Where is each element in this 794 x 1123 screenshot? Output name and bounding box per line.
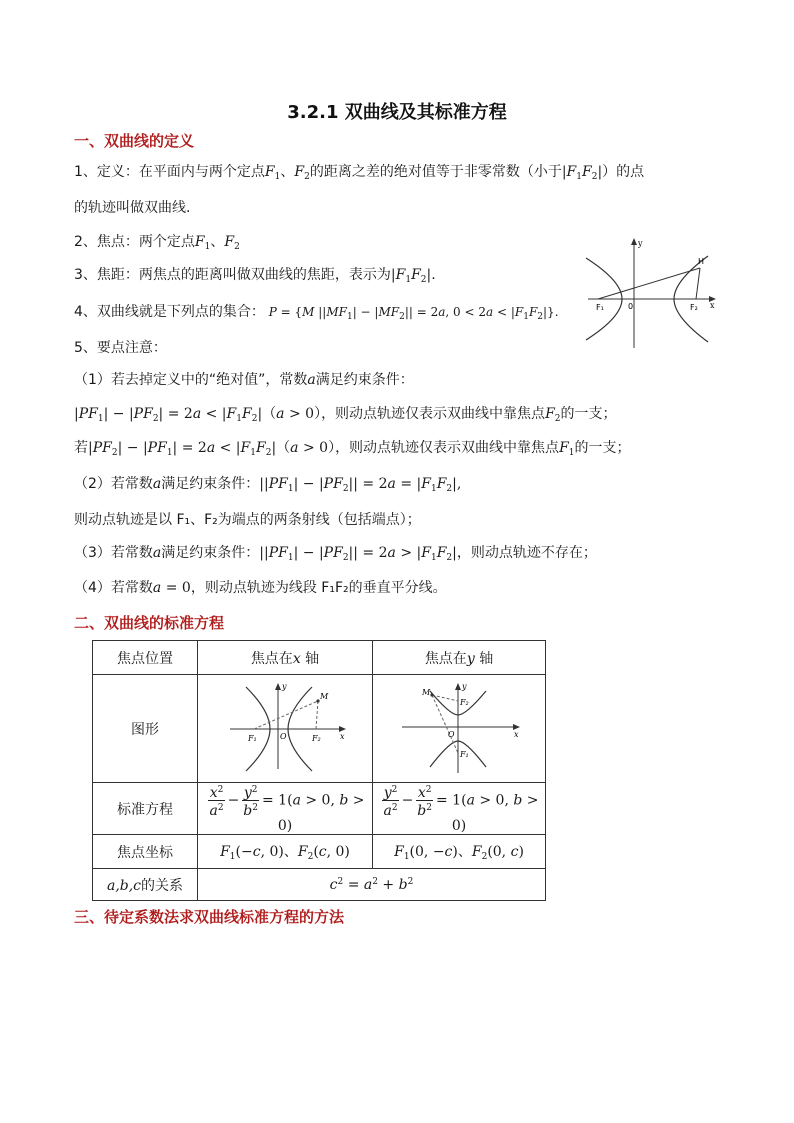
y-axis-equation: $\frac{y^2}{a^2}$ − $\frac{x^2}{b^2}$ = 1(a > 0, b > 0) <box>373 783 546 835</box>
page-title: 3.2.1 双曲线及其标准方程 <box>287 102 507 123</box>
section-heading-undetermined-coefficients: 三、待定系数法求双曲线标准方程的方法 <box>74 908 345 926</box>
svg-text:F₂: F₂ <box>312 733 321 743</box>
set-line: 4、双曲线就是下列点的集合： P = {M $||MF_1| - |MF_2|| = 2a$, $0 < 2a < |F_1F_2|$}. <box>74 304 559 322</box>
svg-text:O: O <box>280 731 287 741</box>
note-1-cond-b: 若$|PF_2| - |PF_1| = 2a < |F_1F_2|(a > 0)$，则动点轨迹仅表示双曲线中靠焦点$F_1$的一支； <box>74 440 631 458</box>
svg-text:x: x <box>514 729 519 739</box>
svg-text:y: y <box>282 681 287 691</box>
svg-text:F₂: F₂ <box>690 303 698 312</box>
section-heading-standard-equation: 二、双曲线的标准方程 <box>74 614 225 632</box>
x-axis-equation: $\frac{x^2}{a^2}$ − $\frac{y^2}{b^2}$ = 1(a > 0, b > 0) <box>198 783 373 835</box>
svg-text:H: H <box>698 257 705 266</box>
svg-text:0: 0 <box>628 302 634 311</box>
definition-paragraph: 1、定义：在平面内与两个定点$F_1$、$F_2$的距离之差的绝对值等于非零常数（小于$|F_1F_2|$）的点 <box>74 164 645 182</box>
svg-text:x: x <box>340 731 345 741</box>
svg-text:x: x <box>710 301 715 310</box>
hyperbola-figure <box>582 236 722 352</box>
row-label-graph: 图形 <box>93 675 198 783</box>
note-4: （4）若常数a = 0，则动点轨迹为线段 F₁F₂的垂直平分线。 <box>74 580 447 596</box>
section-heading-definition: 一、双曲线的定义 <box>74 132 195 150</box>
focus-line: 2、焦点：两个定点$F_1$、$F_2$ <box>74 234 240 252</box>
note-2: （2）若常数a满足约束条件：$||PF_1| - |PF_2|| = 2a = |F_1F_2|$, <box>74 476 462 494</box>
abc-relation-formula: $c^2 = a^2 + b^2$ <box>198 869 546 901</box>
standard-equation-table <box>92 640 546 901</box>
y-axis-focus-coordinates: $F_1(0$, −c)、$F_2(0$, c) <box>373 835 546 869</box>
svg-text:y: y <box>638 239 643 248</box>
row-label-focus-coordinates: 焦点坐标 <box>93 835 198 869</box>
svg-text:y: y <box>462 681 467 691</box>
notes-heading: 5、要点注意： <box>74 340 167 356</box>
note-2-result: 则动点轨迹是以 F₁、F₂为端点的两条射线（包括端点）； <box>74 512 421 528</box>
definition-paragraph-cont: 的轨迹叫做双曲线. <box>74 200 191 216</box>
row-label-abc-relation: a,b,c的关系 <box>93 869 198 901</box>
svg-text:F₁: F₁ <box>596 303 604 312</box>
note-1: （1）若去掉定义中的“绝对值”，常数a满足约束条件： <box>74 372 414 388</box>
svg-text:O: O <box>448 729 455 739</box>
y-axis-hyperbola-graph <box>373 675 546 783</box>
table-header-focus-position: 焦点位置 <box>93 641 198 675</box>
row-label-standard-equation: 标准方程 <box>93 783 198 835</box>
svg-text:F₁: F₁ <box>460 749 469 759</box>
svg-text:F₂: F₂ <box>460 697 469 707</box>
svg-text:M: M <box>422 687 431 697</box>
focal-line: 3、焦距：两焦点的距离叫做双曲线的焦距，表示为$|F_1F_2|$. <box>74 267 436 285</box>
table-header-x-axis: 焦点在x 轴 <box>198 641 373 675</box>
svg-text:F₁: F₁ <box>248 733 257 743</box>
table-header-y-axis: 焦点在y 轴 <box>373 641 546 675</box>
x-axis-hyperbola-graph <box>198 675 373 783</box>
svg-text:M: M <box>320 691 329 701</box>
note-3: （3）若常数a满足约束条件：$||PF_1| - |PF_2|| = 2a > |F_1F_2|$，则动点轨迹不存在； <box>74 545 597 563</box>
x-axis-focus-coordinates: $F_1(-c$, 0)、$F_2(c$, 0) <box>198 835 373 869</box>
note-1-cond-a: $|PF_1| - |PF_2| = 2a < |F_1F_2|(a > 0)$，则动点轨迹仅表示双曲线中靠焦点$F_2$的一支； <box>74 406 617 424</box>
